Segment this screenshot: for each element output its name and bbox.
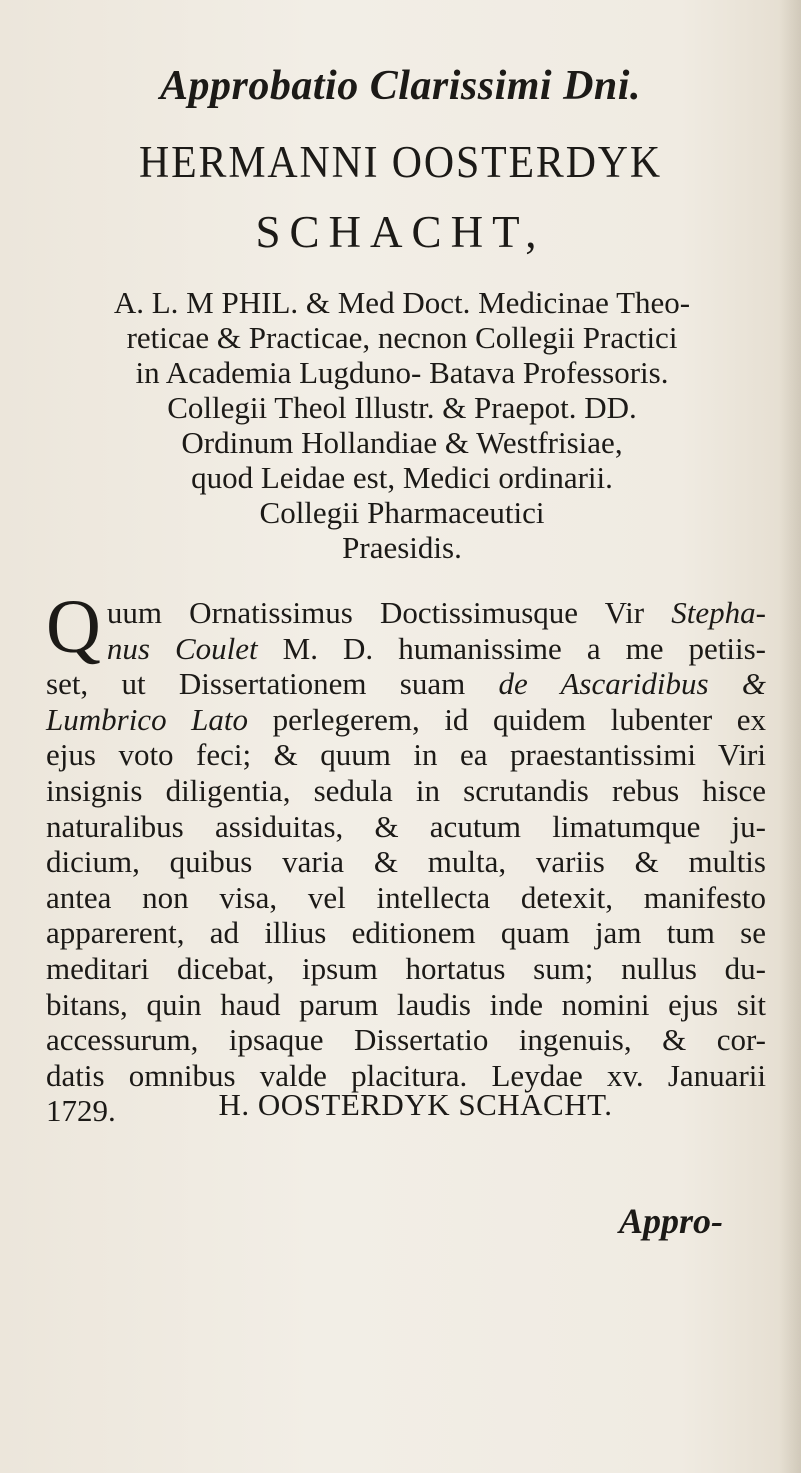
author-titles xyxy=(82,285,722,565)
title-line: A. L. M PHIL. & Med Doct. Medicinae Theo- xyxy=(113,285,691,320)
text-line xyxy=(46,666,766,702)
text-run: M. D. humanissime a me petiis- xyxy=(257,630,766,666)
title-line: Collegii Pharmaceutici xyxy=(259,495,545,530)
title-line: Collegii Theol Illustr. & Praepot. DD. xyxy=(167,390,637,425)
italic-run: Stepha- xyxy=(671,595,766,630)
text-line: dicium, quibus varia & multa, variis & multis xyxy=(46,844,766,880)
text-line: accessurum, ipsaque Dissertatio ingenuis, & cor- xyxy=(46,1022,766,1058)
drop-cap: Q xyxy=(46,585,101,669)
title-line: Praesidis. xyxy=(342,530,462,565)
text-line xyxy=(46,702,766,738)
italic-run: de Ascaridibus & xyxy=(498,666,766,702)
text-run: perlegerem, id quidem lubenter ex xyxy=(248,701,766,737)
author-name: HERMANNI OOSTERDYK xyxy=(139,137,662,187)
title-line: reticae & Practicae, necnon Collegii Practici xyxy=(126,320,678,355)
catchword: Appro- xyxy=(618,1201,723,1241)
approbation-text xyxy=(46,585,766,1129)
page-title: Approbatio Clarissimi Dni. xyxy=(160,63,641,109)
author-surname: SCHACHT, xyxy=(255,207,546,257)
text-line: datis omnibus valde placitura. Leydae xv. Januarii xyxy=(46,1057,766,1093)
text-line xyxy=(46,631,766,667)
title-line: in Academia Lugduno- Batava Professoris. xyxy=(135,355,669,390)
title-line: quod Leidae est, Medici ordinarii. xyxy=(191,460,613,495)
italic-run: nus Coulet xyxy=(106,630,258,666)
title-line: Ordinum Hollandiae & Westfrisiae, xyxy=(181,425,623,460)
text-line: ejus voto feci; & quum in ea praestantissimi Viri xyxy=(46,737,766,773)
text-run: uum Ornatissimus Doctissimusque Vir xyxy=(106,595,672,630)
text-run: set, ut Dissertationem suam xyxy=(46,666,499,702)
text-line: apparerent, ad illius editionem quam jam tum se xyxy=(46,915,766,951)
text-line: bitans, quin haud parum laudis inde nomini ejus sit xyxy=(46,986,766,1022)
date-year: 1729. xyxy=(46,1093,116,1129)
text-line: antea non visa, vel intellecta detexit, manifesto xyxy=(46,879,766,915)
signature: H. OOSTERDYK SCHACHT. xyxy=(218,1087,613,1122)
italic-run: Lumbrico Lato xyxy=(46,701,248,737)
text-line: meditari dicebat, ipsum hortatus sum; nullus du- xyxy=(46,950,766,986)
text-line: naturalibus assiduitas, & acutum limatumque ju- xyxy=(46,808,766,844)
text-line: insignis diligentia, sedula in scrutandis rebus hisce xyxy=(46,772,766,808)
text-line xyxy=(46,595,766,631)
